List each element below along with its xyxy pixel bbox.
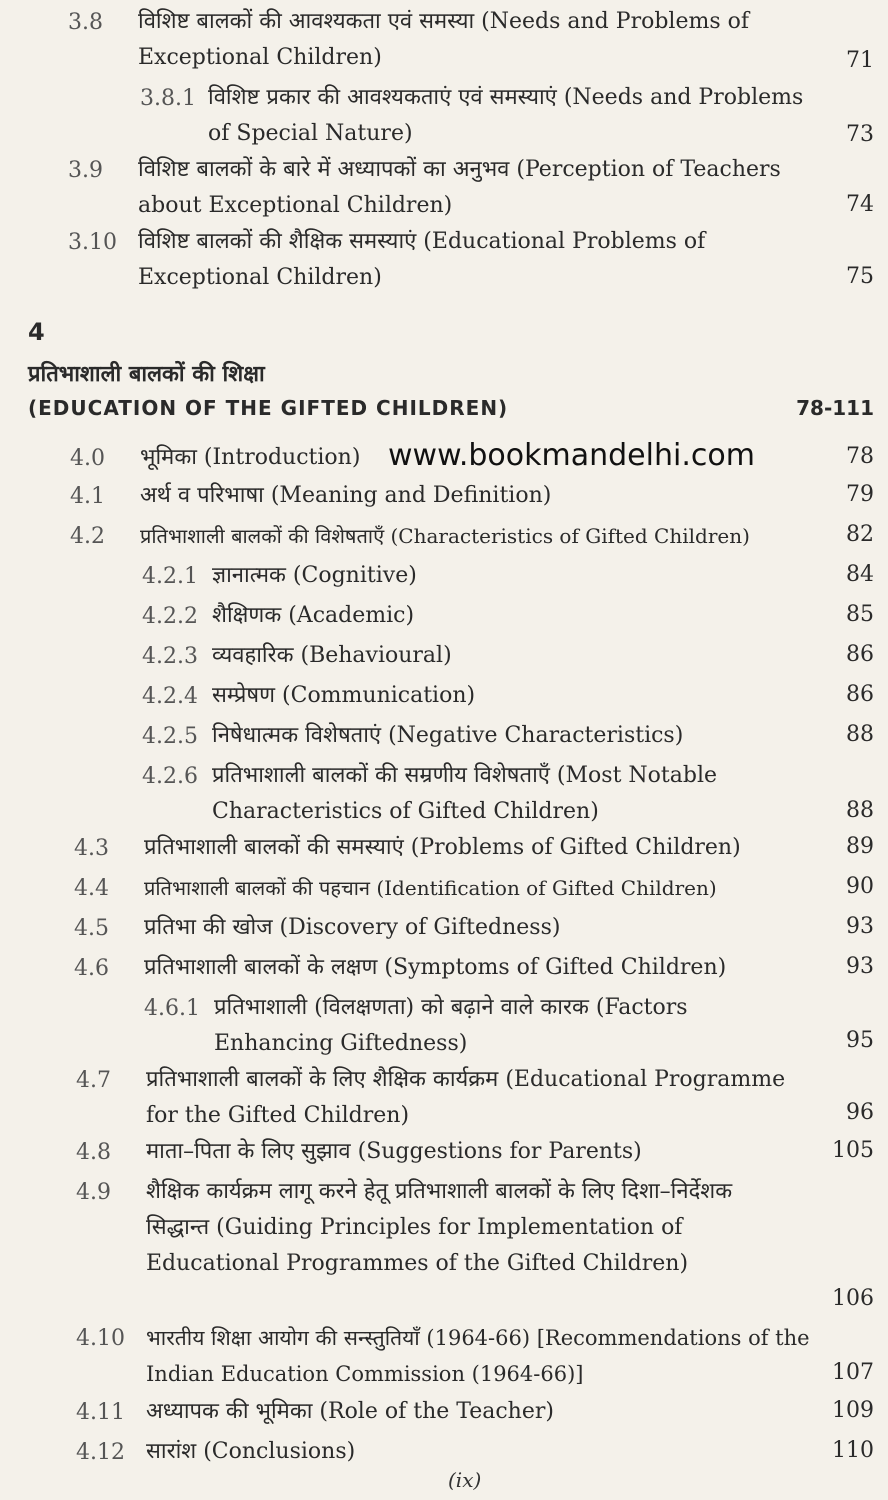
entry-number: 3.9	[68, 158, 103, 183]
entry-page: 84	[846, 562, 874, 587]
entry-title: प्रतिभाशाली बालकों की पहचान (Identification of Gifted Children)	[144, 876, 717, 900]
entry-number: 4.5	[74, 916, 109, 941]
entry-number: 4.10	[76, 1326, 125, 1351]
entry-number: 4.6	[74, 956, 109, 981]
entry-page: 82	[846, 522, 874, 547]
entry-title: प्रतिभाशाली बालकों की सम्रणीय विशेषताएँ (Most Notable Characteristics of Gifted Children)	[212, 763, 717, 824]
entry-title: अध्यापक की भूमिका (Role of the Teacher)	[146, 1399, 554, 1424]
entry-number: 4.2.4	[142, 684, 198, 709]
entry-number: 4.3	[74, 836, 109, 861]
entry-title: व्यवहारिक (Behavioural)	[212, 643, 452, 668]
entry-title: प्रतिभाशाली बालकों के लिए शैक्षिक कार्यक्रम (Educational Programme for the Gifted Children)	[146, 1067, 786, 1128]
chapter-page-range: 78-111	[796, 396, 874, 420]
entry-title: शैक्षिक कार्यक्रम लागू करने हेतू प्रतिभाशाली बालकों के लिए दिशा–निर्देशक सिद्धान्त (Guiding Principles for Implementation of Educational Programmes of the Gifted Children)	[146, 1179, 733, 1276]
entry-title: भूमिका (Introduction)	[140, 445, 361, 470]
chapter-number: 4	[28, 318, 45, 346]
entry-number: 4.9	[76, 1180, 111, 1205]
entry-page: 93	[846, 914, 874, 939]
entry-page: 86	[846, 682, 874, 707]
entry-number: 4.2.1	[142, 564, 198, 589]
entry-page: 75	[846, 264, 874, 289]
chapter-title-hindi: प्रतिभाशाली बालकों की शिक्षा	[28, 362, 265, 387]
entry-page: 110	[832, 1438, 874, 1463]
entry-title: सम्प्रेषण (Communication)	[212, 683, 476, 708]
entry-page: 95	[846, 1028, 874, 1053]
entry-page: 86	[846, 642, 874, 667]
entry-title: शैक्षिणक (Academic)	[212, 603, 415, 628]
entry-page: 89	[846, 834, 874, 859]
entry-number: 4.2	[70, 524, 105, 549]
entry-number: 4.7	[76, 1068, 111, 1093]
entry-page: 105	[832, 1138, 874, 1163]
entry-title: माता–पिता के लिए सुझाव (Suggestions for Parents)	[146, 1139, 642, 1164]
entry-title: विशिष्ट बालकों की शैक्षिक समस्याएं (Educational Problems of Exceptional Children)	[138, 229, 706, 290]
entry-title: ज्ञानात्मक (Cognitive)	[212, 563, 417, 588]
entry-number: 4.2.3	[142, 644, 198, 669]
chapter-title-english: (EDUCATION OF THE GIFTED CHILDREN)	[28, 396, 509, 420]
entry-page: 107	[832, 1360, 874, 1385]
entry-number: 4.1	[70, 484, 105, 509]
entry-number: 4.2.2	[142, 604, 198, 629]
entry-title: प्रतिभाशाली बालकों के लक्षण (Symptoms of Gifted Children)	[144, 955, 727, 980]
entry-page: 109	[832, 1398, 874, 1423]
entry-number: 3.8.1	[140, 86, 196, 111]
entry-number: 4.6.1	[144, 996, 200, 1021]
entry-title: भारतीय शिक्षा आयोग की सन्स्तुतियाँ (1964-66) [Recommendations of the Indian Education Commission (1964-66)]	[146, 1326, 810, 1386]
watermark: www.bookmandelhi.com	[388, 438, 755, 473]
entry-page: 90	[846, 874, 874, 899]
entry-page: 88	[846, 798, 874, 823]
entry-page: 96	[846, 1100, 874, 1125]
page-footer-number: (ix)	[448, 1468, 482, 1492]
entry-page: 79	[846, 482, 874, 507]
entry-title: अर्थ व परिभाषा (Meaning and Definition)	[140, 483, 552, 508]
entry-title: निषेधात्मक विशेषताएं (Negative Characteristics)	[212, 723, 684, 748]
entry-page: 88	[846, 722, 874, 747]
entry-page: 93	[846, 954, 874, 979]
entry-title: विशिष्ट बालकों के बारे में अध्यापकों का अनुभव (Perception of Teachers about Exceptional Children)	[138, 157, 781, 218]
entry-number: 4.8	[76, 1140, 111, 1165]
entry-title: प्रतिभा की खोज (Discovery of Giftedness)	[144, 915, 561, 940]
entry-number: 4.4	[74, 876, 109, 901]
entry-page: 74	[846, 192, 874, 217]
entry-title: प्रतिभाशाली बालकों की विशेषताएँ (Characteristics of Gifted Children)	[140, 524, 750, 548]
entry-number: 3.10	[68, 230, 117, 255]
entry-page: 106	[832, 1286, 874, 1311]
entry-title: विशिष्ट प्रकार की आवश्यकताएं एवं समस्याएं (Needs and Problems of Special Nature)	[208, 85, 804, 146]
entry-number: 4.11	[76, 1400, 125, 1425]
entry-title: सारांश (Conclusions)	[146, 1439, 356, 1464]
entry-title: प्रतिभाशाली बालकों की समस्याएं (Problems of Gifted Children)	[144, 835, 741, 860]
entry-title: विशिष्ट बालकों की आवश्यकता एवं समस्या (Needs and Problems of Exceptional Children)	[138, 9, 749, 70]
entry-title: प्रतिभाशाली (विलक्षणता) को बढ़ाने वाले कारक (Factors Enhancing Giftedness)	[214, 995, 688, 1056]
entry-page: 73	[846, 122, 874, 147]
entry-number: 4.0	[70, 446, 105, 471]
entry-number: 3.8	[68, 10, 103, 35]
entry-page: 78	[846, 444, 874, 469]
entry-page: 85	[846, 602, 874, 627]
entry-number: 4.12	[76, 1440, 125, 1465]
entry-number: 4.2.5	[142, 724, 198, 749]
entry-page: 71	[846, 48, 874, 73]
entry-number: 4.2.6	[142, 764, 198, 789]
